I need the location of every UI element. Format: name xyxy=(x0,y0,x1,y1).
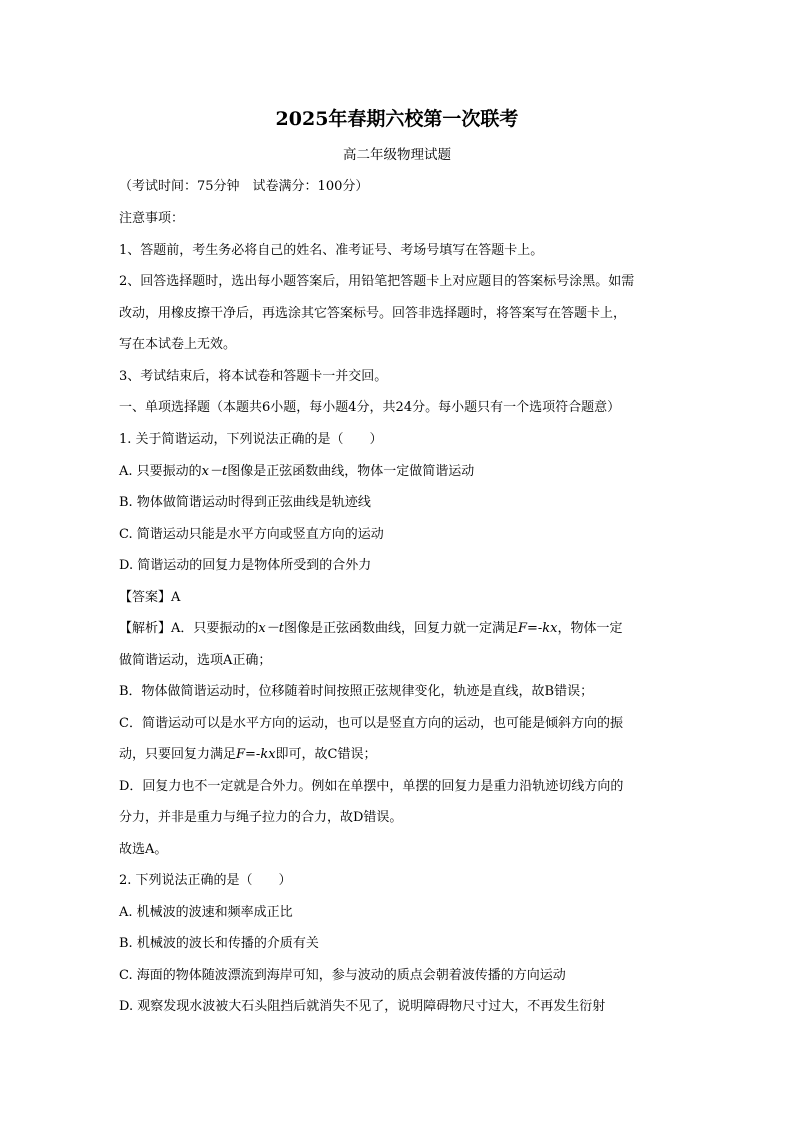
notice-item-1: 1、答题前，考生务必将自己的姓名、准考证号、考场号填写在答题卡上。 xyxy=(119,243,544,258)
notice-item-2-line-3: 写在本试卷上无效。 xyxy=(119,337,237,352)
analysis-line-4: C．简谐运动可以是水平方向的运动，也可以是竖直方向的运动，也可能是倾斜方向的振 xyxy=(119,716,623,731)
question-1-stem: 1. 关于简谐运动，下列说法正确的是（ ） xyxy=(119,432,383,447)
question-1-option-d: D. 简谐运动的回复力是物体所受到的合外力 xyxy=(119,558,372,573)
notice-heading: 注意事项： xyxy=(119,211,185,226)
question-2-stem: 2. 下列说法正确的是（ ） xyxy=(119,873,292,888)
notice-item-2-line-1: 2、回答选择题时，选出每小题答案后，用铅笔把答题卡上对应题目的答案标号涂黑。如需 xyxy=(119,274,635,289)
analysis-prefix: 【解析】A．只要振动的 xyxy=(119,621,259,636)
question-1-option-b: B. 物体做简谐运动时得到正弦曲线是轨迹线 xyxy=(119,495,371,510)
notice-item-3: 3、考试结束后，将本试卷和答题卡一并交回。 xyxy=(119,369,388,384)
option-a-prefix: A. 只要振动的 xyxy=(119,464,202,479)
question-1-answer: 【答案】A xyxy=(119,590,181,605)
analysis-line-2: 做简谐运动，选项A正确； xyxy=(119,653,272,668)
analysis-suffix: 即可，故C错误； xyxy=(275,747,377,762)
question-1-option-c: C. 简谐运动只能是水平方向或竖直方向的运动 xyxy=(119,527,384,542)
xt-variable: x－t xyxy=(258,621,284,636)
question-1-conclusion: 故选A。 xyxy=(119,842,168,857)
exam-title: 2025年春期六校第一次联考 xyxy=(275,108,519,130)
analysis-prefix: 动，只要回复力满足 xyxy=(119,747,237,762)
analysis-line-7: 分力，并非是重力与绳子拉力的合力，故D错误。 xyxy=(119,810,403,825)
analysis-line-1 xyxy=(119,620,689,638)
xt-variable: x－t xyxy=(201,464,228,479)
analysis-line-5 xyxy=(119,746,689,764)
question-1-option-a xyxy=(119,463,689,481)
question-2-option-a: A. 机械波的波速和频率成正比 xyxy=(119,905,293,920)
notice-item-2-line-2: 改动，用橡皮擦干净后，再选涂其它答案标号。回答非选择题时，将答案写在答题卡上， xyxy=(119,306,627,321)
question-2-option-d: D. 观察发现水波被大石头阻挡后就消失不见了，说明障碍物尺寸过大，不再发生衍射 xyxy=(119,999,606,1014)
question-2-option-b: B. 机械波的波长和传播的介质有关 xyxy=(119,936,319,951)
restoring-force-formula: F=-kx xyxy=(517,621,558,636)
restoring-force-formula: F=-kx xyxy=(236,747,276,762)
exam-subtitle: 高二年级物理试题 xyxy=(343,147,451,163)
analysis-middle: 图像是正弦函数曲线，回复力就一定满足 xyxy=(283,621,518,636)
analysis-suffix: ，物体一定 xyxy=(557,621,623,636)
analysis-line-6: D．回复力也不一定就是合外力。例如在单摆中，单摆的回复力是重力沿轨迹切线方向的 xyxy=(119,779,624,794)
question-2-option-c: C. 海面的物体随波漂流到海岸可知，参与波动的质点会朝着波传播的方向运动 xyxy=(119,968,566,983)
section-1-heading: 一、单项选择题（本题共6小题，每小题4分，共24分。每小题只有一个选项符合题意） xyxy=(119,400,621,415)
exam-info: （考试时间：75分钟 试卷满分：100分） xyxy=(119,179,369,194)
analysis-line-3: B．物体做简谐运动时，位移随着时间按照正弦规律变化，轨迹是直线，故B错误； xyxy=(119,684,594,699)
option-a-suffix: 图像是正弦函数曲线，物体一定做简谐运动 xyxy=(227,464,475,479)
